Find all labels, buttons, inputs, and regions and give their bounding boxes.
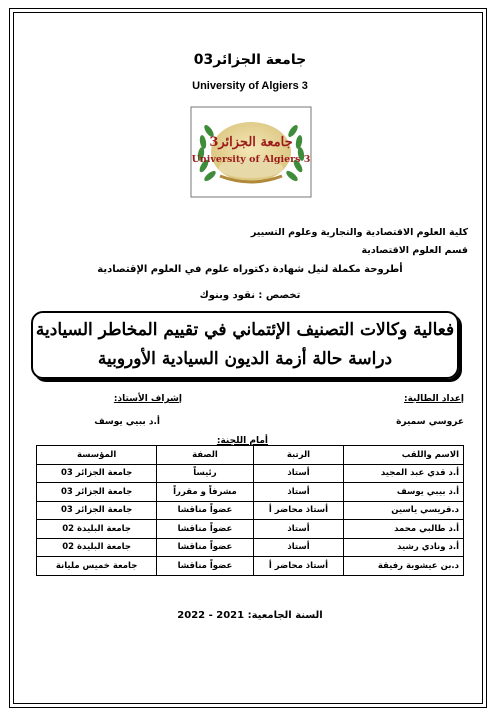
jury-header-row bbox=[37, 446, 464, 465]
thesis-type: أطروحة مكملة لنيل شهادة دكتوراه علوم في العلوم الإقتصادية bbox=[97, 264, 403, 275]
member-rank: أستاذ bbox=[253, 538, 344, 557]
member-rank: أستاذ bbox=[253, 520, 344, 539]
logo-arabic-text: جامعة الجزائر3 bbox=[209, 135, 293, 150]
member-name: د.قريسي ياسين bbox=[344, 501, 464, 520]
faculty-name: كلية العلوم الاقتصادية والتجارية وعلوم التسيير bbox=[250, 227, 468, 238]
academic-year: السنة الجامعية: 2021 - 2022 bbox=[177, 610, 323, 621]
member-institution: جامعة الجزائر 03 bbox=[37, 464, 157, 483]
table-row bbox=[37, 557, 464, 576]
table-row bbox=[37, 464, 464, 483]
header-name: الاسم واللقب bbox=[344, 446, 464, 465]
jury-label: أمام اللجنة: bbox=[216, 436, 268, 446]
member-role: عضواً مناقشا bbox=[157, 538, 253, 557]
jury-table bbox=[36, 445, 464, 576]
supervisor-name: أ.د ببيي يوسف bbox=[94, 417, 160, 427]
university-name-english: University of Algiers 3 bbox=[192, 80, 308, 92]
header-institution: المؤسسة bbox=[37, 446, 157, 465]
table-row bbox=[37, 520, 464, 539]
member-institution: جامعة خميس مليانة bbox=[37, 557, 157, 576]
member-name: أ.د ونادي رشيد bbox=[344, 538, 464, 557]
member-institution: جامعة البليدة 02 bbox=[37, 538, 157, 557]
logo-english-text: University of Algiers 3 bbox=[191, 154, 311, 165]
prepared-by-label: إعداد الطالبة: bbox=[404, 394, 464, 404]
university-logo bbox=[190, 106, 312, 198]
student-name: عروسي سميرة bbox=[396, 417, 464, 427]
member-name: أ.د قدي عبد المجيد bbox=[344, 464, 464, 483]
member-institution: جامعة الجزائر 03 bbox=[37, 483, 157, 502]
member-rank: أستاذ محاضر أ bbox=[253, 557, 344, 576]
header-rank: الرتبة bbox=[253, 446, 344, 465]
university-name-arabic: جامعة الجزائر03 bbox=[193, 52, 307, 68]
table-row bbox=[37, 483, 464, 502]
member-name: أ.د بيبي يوسف bbox=[344, 483, 464, 502]
table-row bbox=[37, 501, 464, 520]
member-role: عضواً مناقشا bbox=[157, 520, 253, 539]
thesis-title-line-2: دراسة حالة أزمة الديون السيادية الأوروبية bbox=[97, 349, 393, 369]
member-role: مشرفاً و مقرراً bbox=[157, 483, 253, 502]
table-row bbox=[37, 538, 464, 557]
header-role: الصفة bbox=[157, 446, 253, 465]
member-name: أ.د طالبي محمد bbox=[344, 520, 464, 539]
member-rank: أستاذ bbox=[253, 464, 344, 483]
specialty: تخصص : نقود وبنوك bbox=[199, 290, 301, 301]
member-role: رئيساً bbox=[157, 464, 253, 483]
member-rank: أستاذ bbox=[253, 483, 344, 502]
member-institution: جامعة الجزائر 03 bbox=[37, 501, 157, 520]
member-role: عضواً مناقشا bbox=[157, 557, 253, 576]
supervisor-label: إشراف الأستاذ: bbox=[113, 394, 182, 404]
thesis-title-line-1: فعالية وكالات التصنيف الإئتماني في تقييم المخاطر السيادية bbox=[35, 320, 455, 340]
member-institution: جامعة البليدة 02 bbox=[37, 520, 157, 539]
member-rank: أستاذ محاضر أ bbox=[253, 501, 344, 520]
member-name: د.بن عيشوبة رفيقة bbox=[344, 557, 464, 576]
department-name: قسم العلوم الاقتصادية bbox=[361, 245, 468, 256]
member-role: عضواً مناقشا bbox=[157, 501, 253, 520]
